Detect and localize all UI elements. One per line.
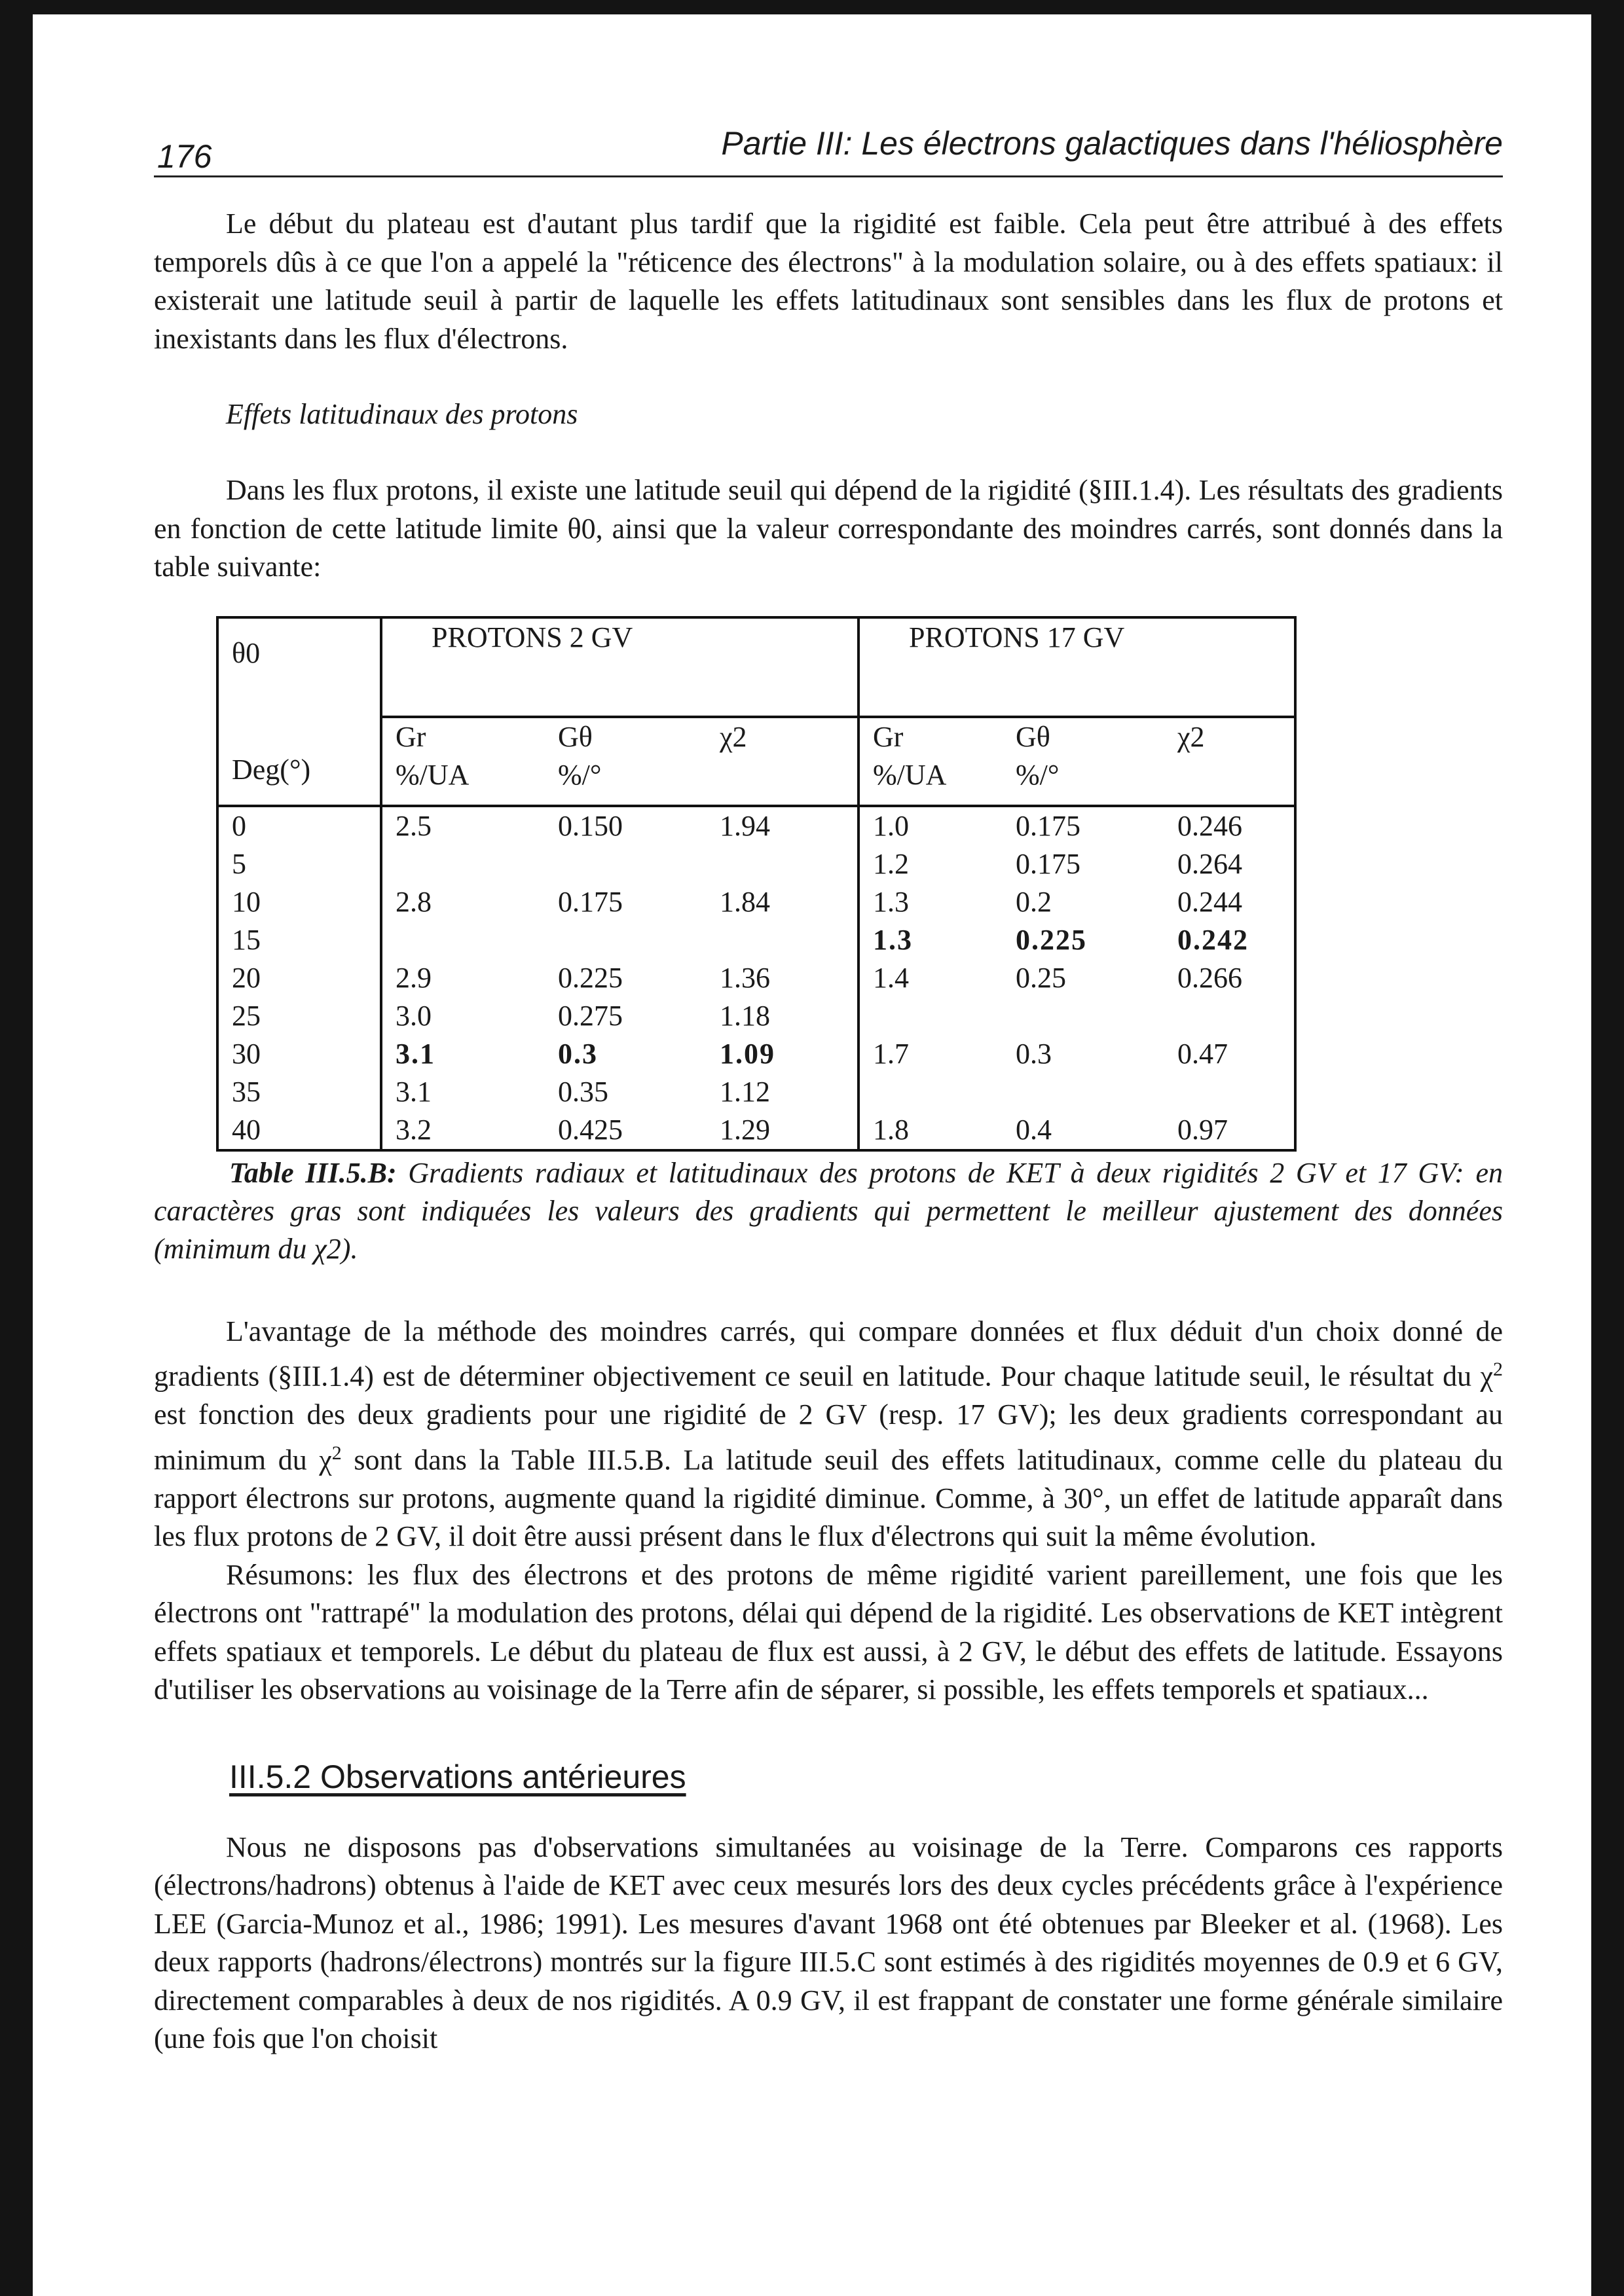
- gtheta-17gv-cell: 0.175: [1016, 847, 1080, 880]
- table-group-header-row: [217, 617, 1295, 717]
- gr-17gv-cell: 1.2: [873, 847, 909, 880]
- document-page: [33, 14, 1591, 2296]
- gr-label: Gr: [396, 720, 426, 753]
- table-row: [217, 845, 1295, 883]
- paragraph-3-part-3: sont dans la Table III.5.B. La latitude seuil des effets latitudinaux, comme celle du plateau du rapport électrons sur protons, augmente quand la rigidité diminue. Comme, à 30°, un effet de latitude apparaît dans les flux protons de 2 GV, il doit être aussi présent dans le flux d'électrons qui suit la même évolution.: [154, 1444, 1504, 1553]
- gtheta-2gv-cell: [545, 845, 707, 883]
- gtheta-2gv-cell: 0.175: [558, 885, 623, 918]
- gtheta-2gv-cell: 0.35: [558, 1075, 608, 1108]
- table-row: [217, 1111, 1295, 1150]
- col-header-gr-17gv: [858, 717, 1003, 806]
- chi2-17gv-cell: 0.266: [1177, 961, 1242, 994]
- gtheta-label: Gθ: [558, 720, 593, 753]
- chi2-17gv-cell: 0.244: [1177, 885, 1242, 918]
- gtheta-2gv-cell: 0.150: [558, 809, 623, 842]
- chi2-2gv-cell: 1.18: [707, 997, 858, 1035]
- table-row: [217, 1073, 1295, 1111]
- chi-symbol: χ: [319, 1444, 332, 1476]
- gtheta-17gv-cell: [1003, 1073, 1164, 1111]
- paragraph-2: Dans les flux protons, il existe une latitude seuil qui dépend de la rigidité (§III.1.4). Les résultats des gradients en fonction de cette latitude limite θ0, ainsi que la valeur correspondante des moindres carrés, sont donnés dans la table suivante:: [154, 474, 1503, 583]
- gtheta-2gv-cell: 0.3: [558, 1037, 598, 1070]
- chi2-2gv-cell: 1.84: [707, 883, 858, 921]
- page-number: 176: [157, 138, 212, 175]
- gr-label: Gr: [873, 720, 904, 753]
- gr-2gv-cell: 3.1: [396, 1037, 435, 1070]
- paragraph-4: Résumons: les flux des électrons et des protons de même rigidité varient pareillement, une fois que les électrons ont "rattrapé" la modulation des protons, délai qui dépend de la rigidité. Les observations de KET intègrent effets spatiaux et temporels. Le début du plateau de flux est aussi, à 2 GV, le début des effets de latitude. Essayons d'utiliser les observations au voisinage de la Terre afin de séparer, si possible, les effets temporels et spatiaux...: [154, 1558, 1503, 1706]
- gr-unit: %/UA: [396, 758, 470, 791]
- gr-unit: %/UA: [873, 758, 947, 791]
- deg-cell: 10: [217, 883, 381, 921]
- col-header-gtheta-17gv: [1003, 717, 1164, 806]
- table-caption: [154, 1154, 1503, 1268]
- table-row: [217, 921, 1295, 959]
- chi2-2gv-cell: 1.12: [707, 1073, 858, 1111]
- theta-header-cell: [217, 617, 381, 806]
- running-header: [154, 106, 1503, 177]
- chi2-17gv-cell: 0.246: [1177, 809, 1242, 842]
- paragraph-3: [154, 1313, 1503, 1556]
- deg-label: Deg(°): [232, 753, 311, 786]
- deg-cell: 35: [217, 1073, 381, 1111]
- gtheta-2gv-cell: [545, 921, 707, 959]
- deg-cell: 20: [217, 959, 381, 997]
- gtheta-2gv-cell: 0.225: [558, 961, 623, 994]
- gr-17gv-cell: 1.8: [873, 1113, 909, 1146]
- chi2-17gv-cell: [1164, 997, 1295, 1035]
- paragraph-3-part-1: L'avantage de la méthode des moindres carrés, qui compare données et flux déduit d'un choix donné de gradients (§III.1.4) est de déterminer objectivement ce seuil en latitude. Pour chaque latitude seuil, le résultat du: [154, 1315, 1503, 1393]
- gr-2gv-cell: 2.9: [396, 961, 432, 994]
- table-row: [217, 806, 1295, 845]
- subheading: Effets latitudinaux des protons: [226, 398, 578, 430]
- paragraph-3-part-2: est fonction des deux gradients pour une rigidité de 2 GV (resp. 17 GV); les deux gradients correspondant au minimum du: [154, 1398, 1503, 1476]
- deg-cell: 30: [217, 1035, 381, 1073]
- header-title: Partie III: Les électrons galactiques dans l'héliosphère: [721, 125, 1503, 162]
- chi2-17gv-cell: 0.47: [1177, 1037, 1228, 1070]
- chi2-17gv-cell: [1164, 1073, 1295, 1111]
- chi-superscript: 2: [1493, 1358, 1503, 1380]
- page-content: [154, 106, 1503, 2058]
- gr-17gv-cell: 1.0: [873, 809, 909, 842]
- deg-cell: 5: [217, 845, 381, 883]
- chi2-17gv-cell: 0.264: [1177, 847, 1242, 880]
- gtheta-17gv-cell: 0.2: [1016, 885, 1052, 918]
- paragraph-1: Le début du plateau est d'autant plus tardif que la rigidité est faible. Cela peut être attribué à des effets temporels dûs à ce que l'on a appelé la "réticence des électrons" à la modulation solaire, ou à des effets spatiaux: il existerait une latitude seuil à partir de laquelle les effets latitudinaux sont sensibles dans les flux de protons et inexistants dans les flux d'électrons.: [154, 208, 1503, 355]
- gtheta-17gv-cell: 0.225: [1016, 923, 1087, 956]
- chi2-2gv-cell: 1.09: [707, 1035, 858, 1073]
- gr-17gv-cell: 1.3: [873, 885, 909, 918]
- gr-2gv-cell: 3.0: [396, 999, 432, 1032]
- deg-cell: 25: [217, 997, 381, 1035]
- deg-cell: 15: [217, 921, 381, 959]
- paragraph-5: Nous ne disposons pas d'observations simultanées au voisinage de la Terre. Comparons ces rapports (électrons/hadrons) obtenus à l'aide de KET avec ceux mesurés lors des deux cycles précédents grâce à l'expérience LEE (Garcia-Munoz et al., 1986; 1991). Les mesures d'avant 1968 ont été obtenues par Bleeker et al. (1968). Les deux rapports (hadrons/électrons) montrés sur la figure III.5.C sont estimés à des rigidités moyennes de 0.9 et 6 GV, directement comparables à deux de nos rigidités. A 0.9 GV, il est frappant de constater une forme générale similaire (une fois que l'on choisit: [154, 1831, 1503, 2055]
- chi2-17gv-cell: 0.242: [1177, 923, 1249, 956]
- chi2-2gv-cell: 1.36: [707, 959, 858, 997]
- chi-superscript: 2: [331, 1442, 342, 1464]
- deg-cell: 40: [217, 1111, 381, 1150]
- group-header-2gv: PROTONS 2 GV: [381, 617, 858, 717]
- gr-2gv-cell: 2.5: [396, 809, 432, 842]
- gr-2gv-cell: 3.1: [396, 1075, 432, 1108]
- gtheta-unit: %/°: [558, 758, 602, 791]
- group-header-17gv: PROTONS 17 GV: [858, 617, 1295, 717]
- gr-2gv-cell: 3.2: [396, 1113, 432, 1146]
- section-title: III.5.2 Observations antérieures: [229, 1758, 686, 1795]
- gr-17gv-cell: [858, 1073, 1003, 1111]
- gtheta-label: Gθ: [1016, 720, 1050, 753]
- gr-2gv-cell: [381, 845, 545, 883]
- col-header-gtheta-2gv: [545, 717, 707, 806]
- gtheta-17gv-cell: 0.3: [1016, 1037, 1052, 1070]
- table-row: [217, 997, 1295, 1035]
- chi2-2gv-cell: 1.94: [707, 806, 858, 845]
- chi2-2gv-cell: [707, 921, 858, 959]
- gtheta-unit: %/°: [1016, 758, 1060, 791]
- chi2-17gv-cell: 0.97: [1177, 1113, 1228, 1146]
- gr-17gv-cell: [858, 997, 1003, 1035]
- gtheta-2gv-cell: 0.425: [558, 1113, 623, 1146]
- table-row: [217, 959, 1295, 997]
- gr-17gv-cell: 1.4: [873, 961, 909, 994]
- gr-17gv-cell: 1.3: [873, 923, 913, 956]
- col-header-chi2-17gv: [1164, 717, 1295, 806]
- gr-2gv-cell: 2.8: [396, 885, 432, 918]
- table-row: [217, 883, 1295, 921]
- gtheta-17gv-cell: 0.25: [1016, 961, 1066, 994]
- caption-text: Gradients radiaux et latitudinaux des protons de KET à deux rigidités 2 GV et 17 GV: en caractères gras sont indiquées les valeurs des gradients qui permettent le meilleur ajustement des données (minimum du χ2).: [154, 1156, 1503, 1265]
- col-header-chi2-2gv: [707, 717, 858, 806]
- col-header-gr-2gv: [381, 717, 545, 806]
- gtheta-17gv-cell: 0.4: [1016, 1113, 1052, 1146]
- gtheta-17gv-cell: [1003, 997, 1164, 1035]
- chi2-label: χ2: [720, 720, 747, 753]
- theta-label: θ0: [232, 636, 261, 669]
- chi2-label: χ2: [1177, 720, 1205, 753]
- gr-2gv-cell: [381, 921, 545, 959]
- table-row: [217, 1035, 1295, 1073]
- gtheta-2gv-cell: 0.275: [558, 999, 623, 1032]
- gradients-table: [216, 616, 1297, 1152]
- gr-17gv-cell: 1.7: [873, 1037, 909, 1070]
- deg-cell: 0: [217, 806, 381, 845]
- chi2-2gv-cell: 1.29: [707, 1111, 858, 1150]
- chi-symbol: χ: [1480, 1360, 1493, 1393]
- gtheta-17gv-cell: 0.175: [1016, 809, 1080, 842]
- chi2-2gv-cell: [707, 845, 858, 883]
- caption-label: Table III.5.B:: [229, 1156, 397, 1189]
